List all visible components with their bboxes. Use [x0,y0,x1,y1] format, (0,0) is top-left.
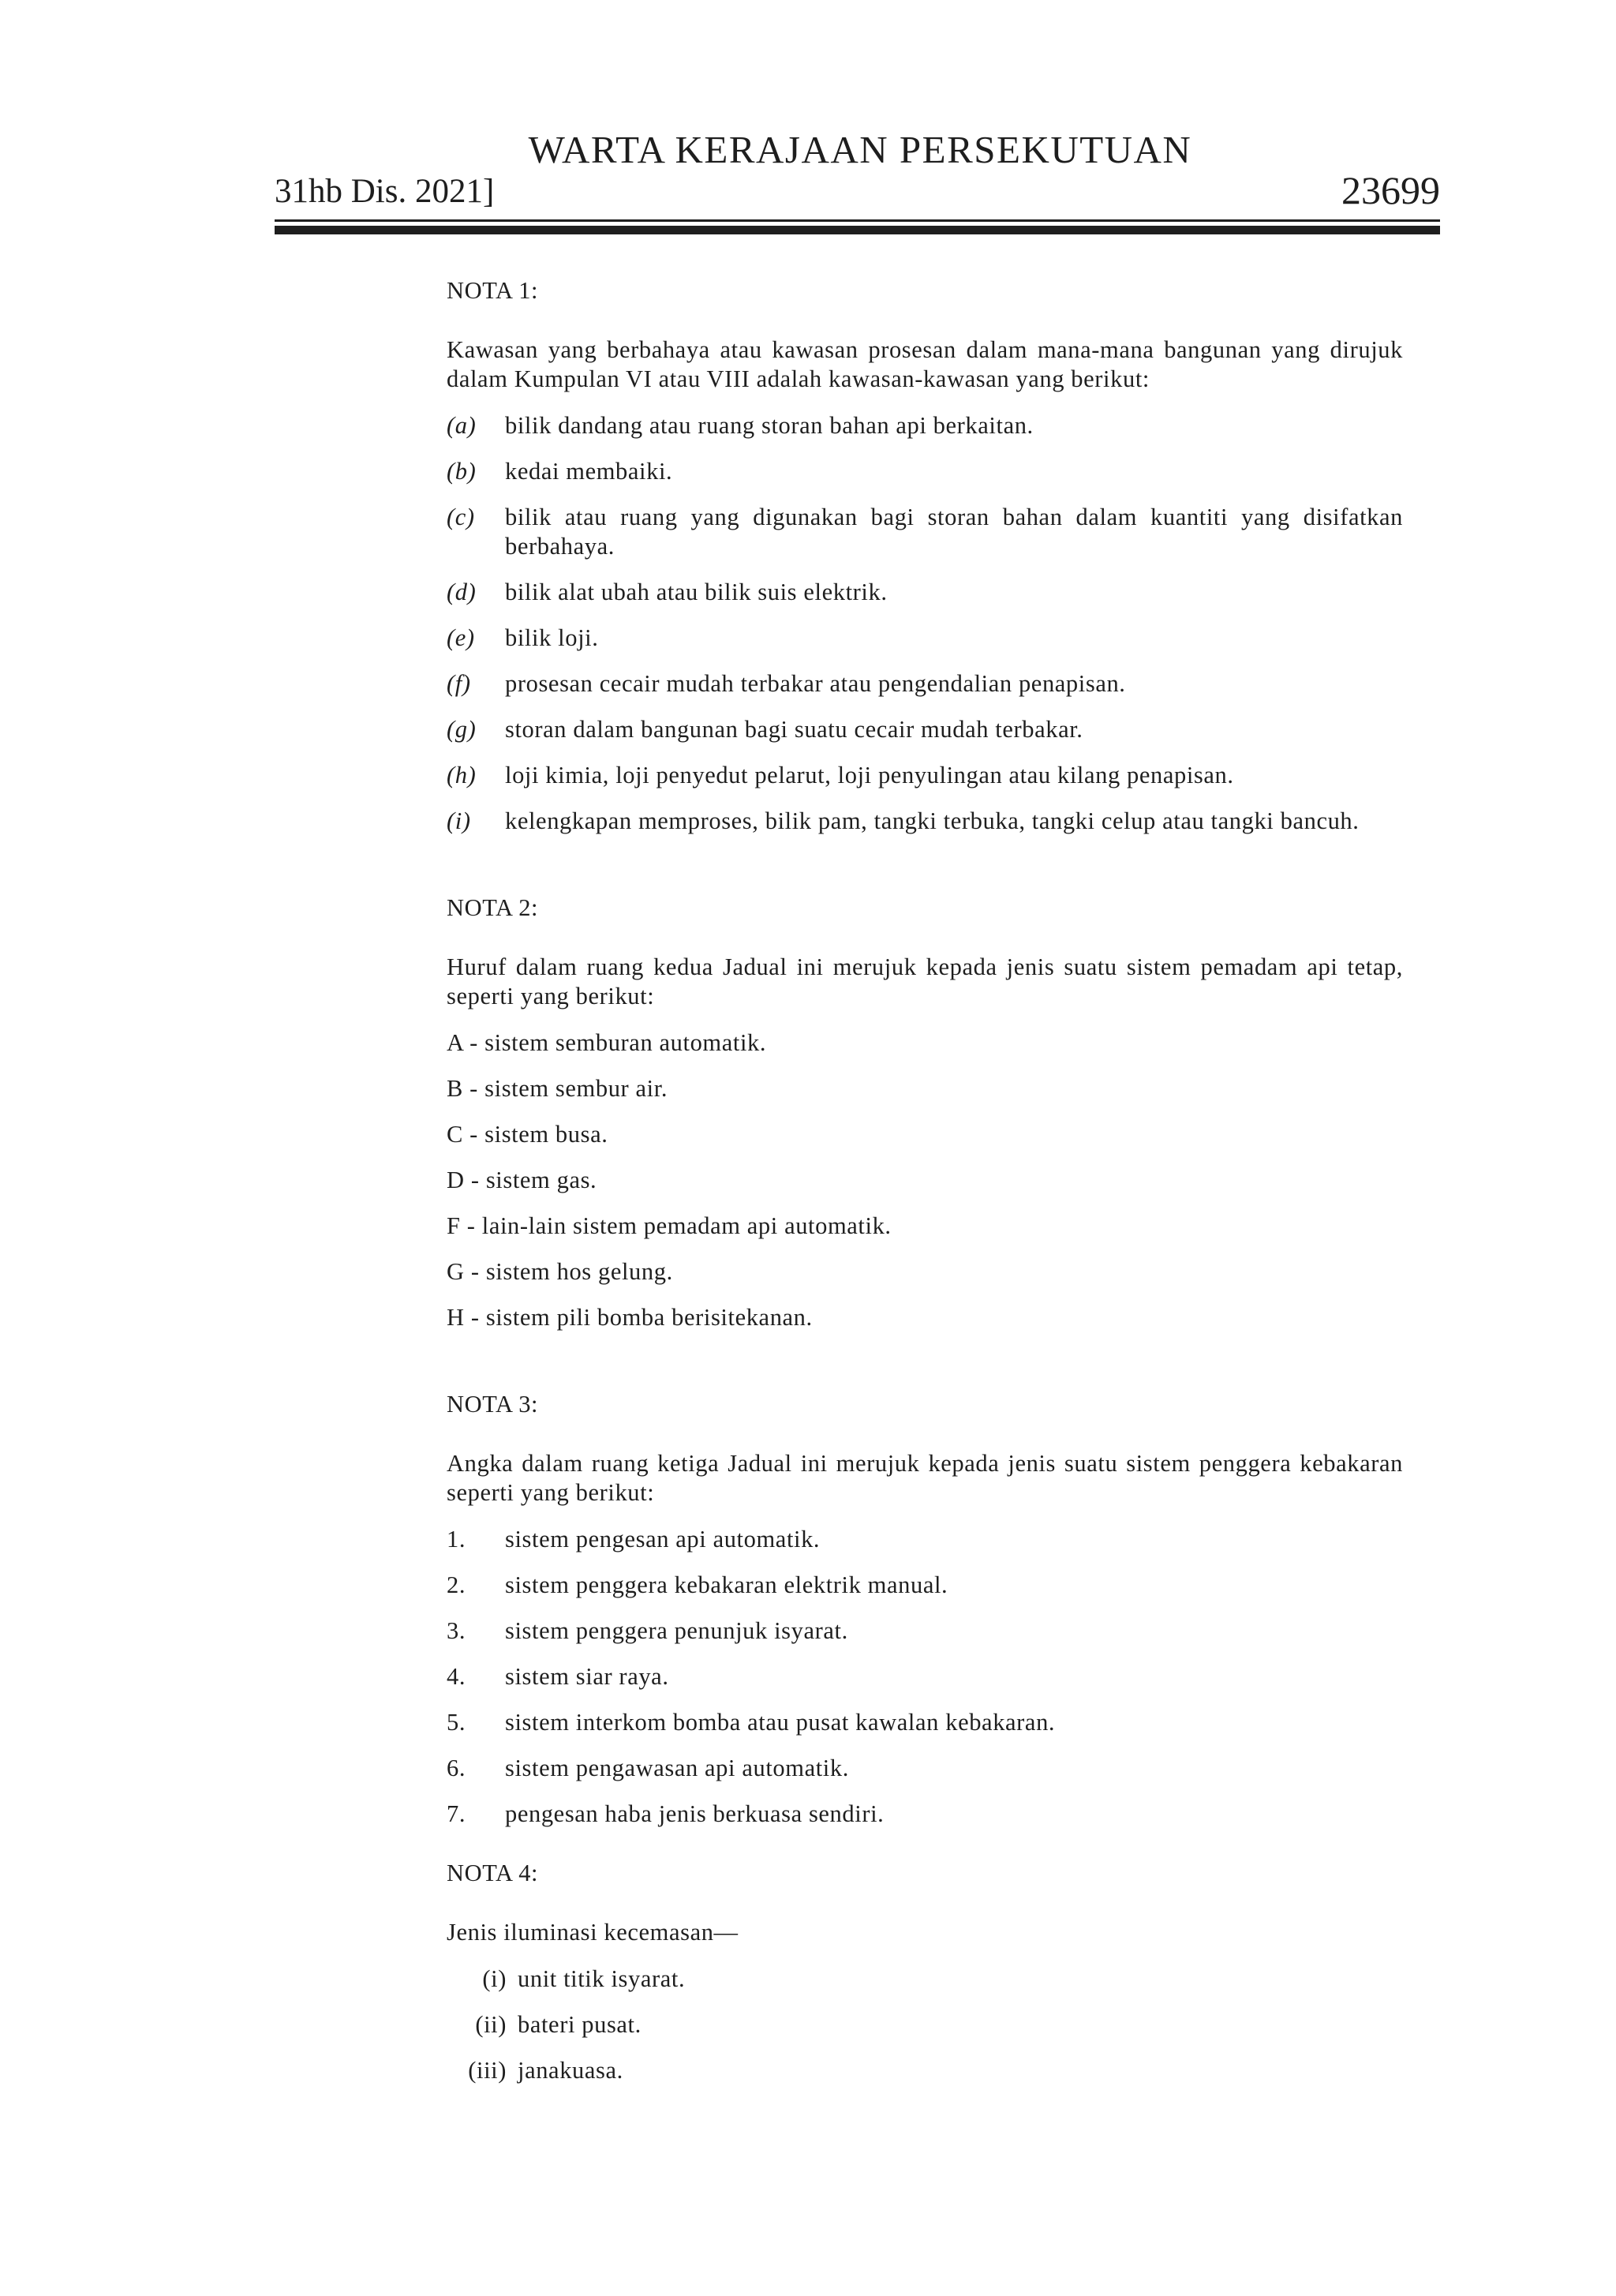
item-label: 1. [447,1526,466,1553]
item-label: (iii) [468,2057,507,2084]
item-text: bilik alat ubah atau bilik suis elektrik. [505,579,888,605]
nota3-item [447,1800,1403,1829]
nota1-heading: NOTA 1: [447,277,539,304]
item-label: (ii) [475,2011,507,2038]
item-text: bilik dandang atau ruang storan bahan api berkaitan. [505,412,1034,439]
page-number: 23699 [1341,168,1440,212]
item-label: (b) [447,458,477,485]
nota1-item [447,715,1403,744]
nota1-intro: Kawasan yang berbahaya atau kawasan prosesan dalam mana-mana bangunan yang dirujuk dalam Kumpulan VI atau VIII adalah kawasan-kawasan yang berikut: [447,336,1403,392]
nota1-item [447,457,1403,486]
nota1-item [447,761,1403,790]
item-label: (a) [447,412,477,439]
nota3-item [447,1708,1403,1737]
nota3-intro: Angka dalam ruang ketiga Jadual ini merujuk kepada jenis suatu sistem penggera kebakaran seperti yang berikut: [447,1450,1403,1506]
item-text: sistem pengawasan api automatik. [505,1755,849,1781]
nota2-item: D - sistem gas. [447,1167,597,1193]
item-text: janakuasa. [518,2057,623,2084]
nota2-item: G - sistem hos gelung. [447,1258,673,1285]
header-rule-thick [275,226,1440,234]
nota1-item [447,411,1403,440]
document-body [447,276,1403,2085]
nota3-item [447,1525,1403,1554]
nota1-item [447,503,1403,561]
item-text: prosesan cecair mudah terbakar atau pengendalian penapisan. [505,670,1126,697]
item-text: sistem penggera penunjuk isyarat. [505,1617,848,1644]
item-label: 5. [447,1709,466,1736]
nota4-item [447,2056,1403,2085]
item-label: (c) [447,504,475,530]
nota2-item: C - sistem busa. [447,1121,608,1148]
item-label: 4. [447,1663,466,1690]
nota1-item [447,624,1403,653]
item-label: 7. [447,1800,466,1827]
nota4-item [447,2010,1403,2039]
item-label: 3. [447,1617,466,1644]
nota3-item [447,1571,1403,1600]
nota1-item [447,669,1403,699]
nota2-item: A - sistem semburan automatik. [447,1029,767,1056]
item-text: bilik atau ruang yang digunakan bagi storan bahan dalam kuantiti yang disifatkan berbahaya. [505,504,1403,560]
item-label: (i) [447,807,471,834]
nota3-item [447,1662,1403,1691]
item-text: pengesan haba jenis berkuasa sendiri. [505,1800,885,1827]
item-text: bilik loji. [505,624,599,651]
item-text: kelengkapan memproses, bilik pam, tangki terbuka, tangki celup atau tangki bancuh. [505,807,1360,834]
item-text: sistem pengesan api automatik. [505,1526,821,1553]
gazette-title: WARTA KERAJAAN PERSEKUTUAN [528,128,1192,171]
item-label: (d) [447,579,477,605]
item-text: loji kimia, loji penyedut pelarut, loji penyulingan atau kilang penapisan. [505,762,1234,788]
issue-date: 31hb Dis. 2021] [275,173,495,210]
nota1-item [447,578,1403,607]
nota4-intro: Jenis iluminasi kecemasan— [447,1919,739,1946]
item-label: (e) [447,624,475,651]
nota2-item: H - sistem pili bomba berisitekanan. [447,1304,813,1331]
item-text: unit titik isyarat. [518,1965,686,1992]
nota2-item: B - sistem sembur air. [447,1075,668,1102]
item-label: (f) [447,670,471,697]
nota2-heading: NOTA 2: [447,894,539,921]
nota1-item [447,807,1403,836]
nota3-heading: NOTA 3: [447,1391,539,1418]
item-text: storan dalam bangunan bagi suatu cecair mudah terbakar. [505,716,1083,743]
item-text: sistem penggera kebakaran elektrik manual. [505,1571,948,1598]
nota2-intro: Huruf dalam ruang kedua Jadual ini merujuk kepada jenis suatu sistem pemadam api tetap, seperti yang berikut: [447,953,1403,1009]
nota3-item [447,1754,1403,1783]
item-label: (i) [482,1965,507,1992]
item-label: (h) [447,762,477,788]
nota2-item: F - lain-lain sistem pemadam api automatik. [447,1212,892,1239]
item-text: sistem interkom bomba atau pusat kawalan kebakaran. [505,1709,1056,1736]
item-text: kedai membaiki. [505,458,673,485]
item-label: 2. [447,1571,466,1598]
header-rule-thin [275,219,1440,222]
nota4-item [447,1965,1403,1994]
item-text: bateri pusat. [518,2011,642,2038]
nota3-item [447,1616,1403,1646]
item-label: 6. [447,1755,466,1781]
item-label: (g) [447,716,477,743]
item-text: sistem siar raya. [505,1663,669,1690]
nota4-heading: NOTA 4: [447,1860,539,1886]
